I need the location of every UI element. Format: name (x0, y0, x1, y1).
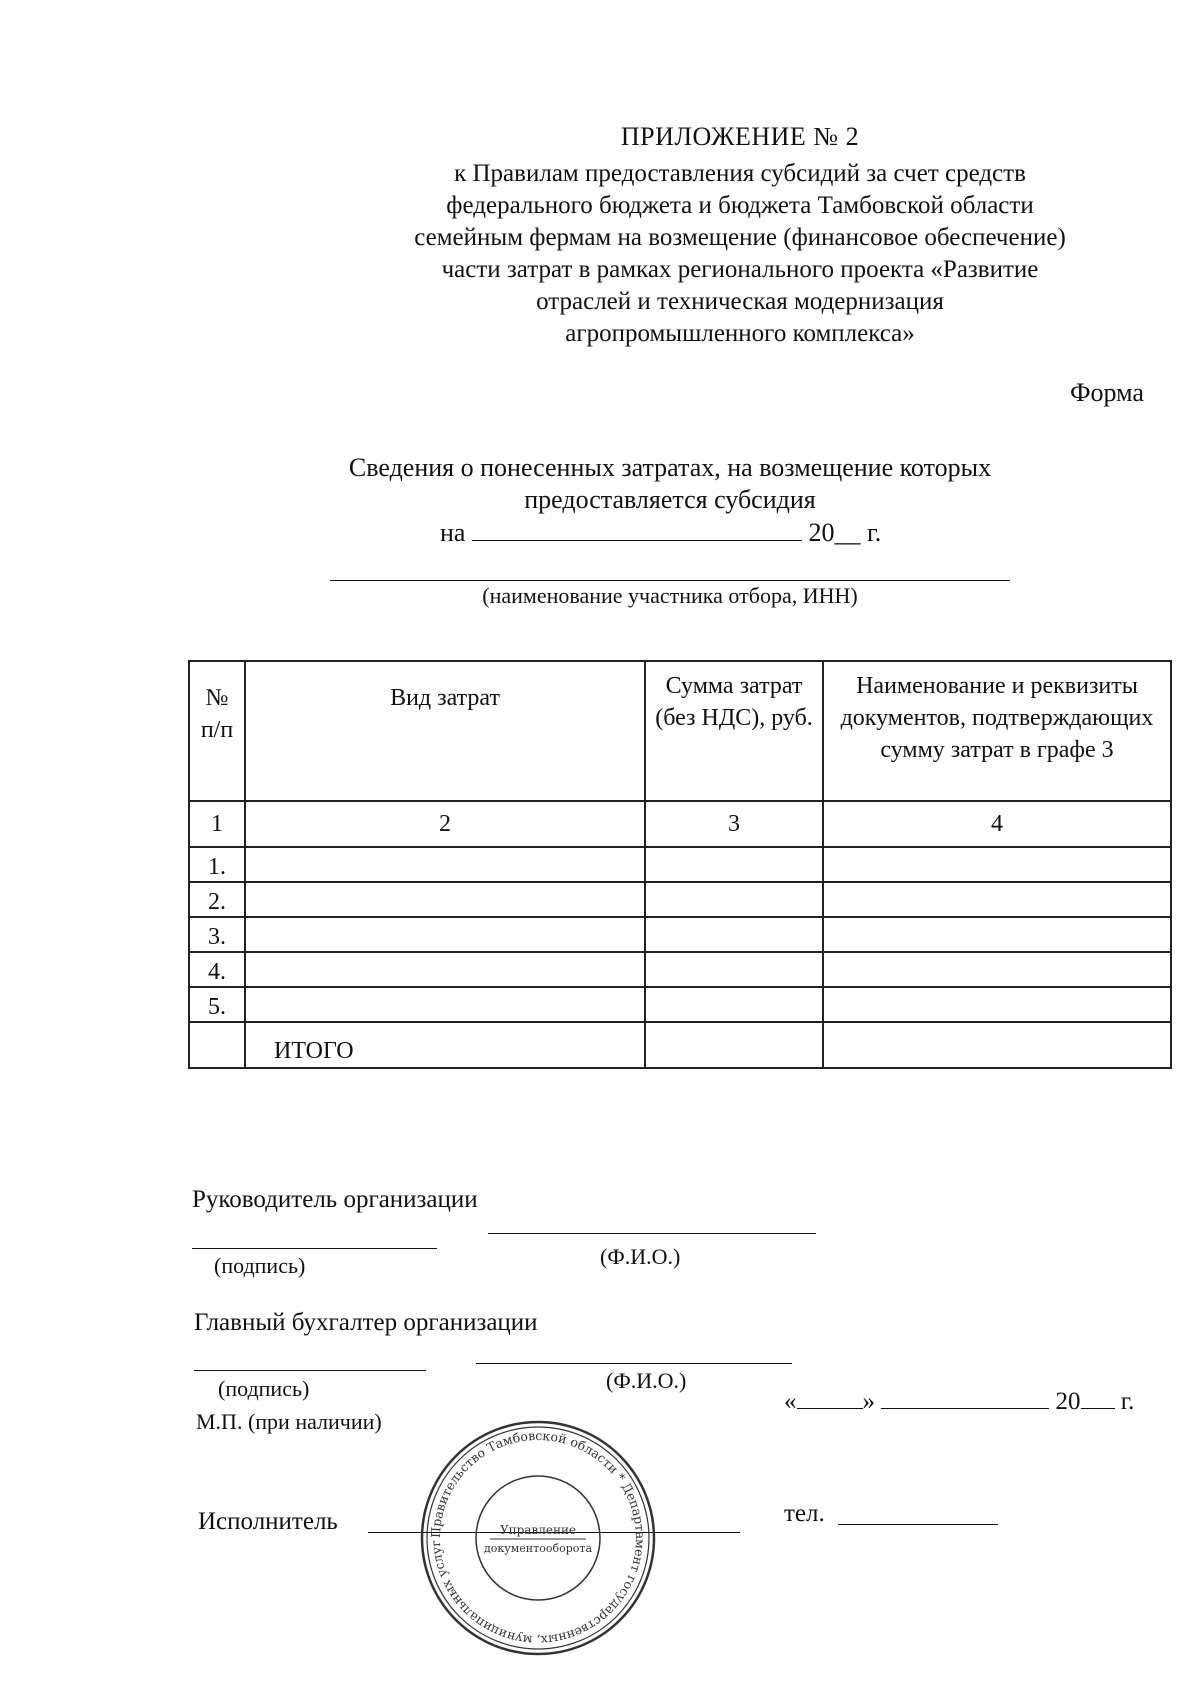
accountant-signature-line[interactable] (194, 1370, 426, 1371)
phone-label: тел. (784, 1500, 825, 1527)
header-cost-sum: Сумма затрат (без НДС), руб. (645, 661, 823, 801)
row-number: 5. (189, 987, 245, 1022)
header-documents: Наименование и реквизиты документов, подтверждающих сумму затрат в графе 3 (823, 661, 1171, 801)
appendix-line: федерального бюджета и бюджета Тамбовской области (446, 192, 1034, 219)
appendix-line: части затрат в рамках регионального проекта «Развитие (441, 256, 1039, 283)
date-suffix: г. (1120, 1388, 1135, 1415)
participant-caption: (наименование участника отбора, ИНН) (482, 583, 858, 608)
cost-sum-cell[interactable] (645, 847, 823, 882)
head-name-caption: (Ф.И.О.) (600, 1244, 681, 1269)
row-number: 1. (189, 847, 245, 882)
official-stamp (418, 1418, 658, 1658)
accountant-name-line[interactable] (476, 1363, 792, 1364)
total-sum-cell[interactable] (645, 1022, 823, 1068)
header-number: № п/п (189, 661, 245, 801)
participant-blank[interactable] (330, 580, 1010, 581)
costs-table (188, 660, 1172, 1069)
stamp-outer-path: Правительство Тамбовской области * Департамент государственных, муниципальных услуг (427, 1427, 649, 1649)
appendix-line: агропромышленного комплекса» (565, 320, 915, 347)
date-open-quote: « (784, 1388, 797, 1415)
appendix-title: ПРИЛОЖЕНИЕ № 2 (620, 122, 860, 151)
accountant-label: Главный бухгалтер организации (194, 1309, 538, 1336)
accountant-signature-caption: (подпись) (218, 1376, 310, 1401)
date-year: 20 (1055, 1388, 1081, 1415)
head-name-line[interactable] (488, 1233, 816, 1234)
table-row (189, 882, 1171, 917)
date-day-blank[interactable] (797, 1384, 863, 1409)
document-title-line: предоставляется субсидия (524, 485, 816, 514)
table-row (189, 952, 1171, 987)
phone-line[interactable] (838, 1524, 998, 1525)
cost-type-cell[interactable] (245, 882, 645, 917)
table-row (189, 847, 1171, 882)
stamp-center-line2: документооборота (483, 1542, 593, 1555)
document-title (300, 452, 1040, 516)
appendix-line: отраслей и техническая модернизация (536, 288, 944, 315)
documents-cell[interactable] (823, 917, 1171, 952)
date-prefix: на (440, 518, 466, 547)
signature-date (784, 1384, 1134, 1416)
cost-type-cell[interactable] (245, 917, 645, 952)
accountant-name-caption: (Ф.И.О.) (606, 1368, 687, 1393)
cost-type-cell[interactable] (245, 952, 645, 987)
date-close-quote: » (862, 1388, 875, 1415)
cost-sum-cell[interactable] (645, 882, 823, 917)
document-title-line: Сведения о понесенных затратах, на возмещение которых (348, 453, 992, 482)
total-row (189, 1022, 1171, 1068)
cost-sum-cell[interactable] (645, 917, 823, 952)
row-number: 3. (189, 917, 245, 952)
head-label: Руководитель организации (192, 1186, 478, 1213)
appendix-line: семейным фермам на возмещение (финансовое обеспечение) (414, 224, 1066, 251)
documents-cell[interactable] (823, 882, 1171, 917)
date-blank[interactable] (472, 516, 802, 541)
total-number-cell (189, 1022, 245, 1068)
form-label: Форма (1070, 378, 1144, 407)
seal-label: М.П. (при наличии) (196, 1409, 382, 1434)
appendix-subtitle (380, 158, 1100, 350)
documents-cell[interactable] (823, 847, 1171, 882)
column-number: 1 (189, 801, 245, 847)
documents-cell[interactable] (823, 987, 1171, 1022)
head-signature-caption: (подпись) (214, 1253, 306, 1278)
executor-label: Исполнитель (198, 1508, 338, 1535)
cost-type-cell[interactable] (245, 987, 645, 1022)
table-header-row (189, 661, 1171, 801)
date-year-blank[interactable] (1081, 1384, 1115, 1409)
cost-sum-cell[interactable] (645, 987, 823, 1022)
table-row (189, 917, 1171, 952)
stamp-graphic (418, 1418, 658, 1658)
cost-sum-cell[interactable] (645, 952, 823, 987)
total-documents-cell[interactable] (823, 1022, 1171, 1068)
row-number: 2. (189, 882, 245, 917)
column-number-row (189, 801, 1171, 847)
table-row (189, 987, 1171, 1022)
appendix-line: к Правилам предоставления субсидий за счет средств (454, 160, 1026, 187)
date-line (440, 516, 881, 548)
documents-cell[interactable] (823, 952, 1171, 987)
date-year: 20__ г. (808, 518, 882, 547)
stamp-center-line1: Управление (499, 1523, 577, 1537)
column-number: 4 (823, 801, 1171, 847)
total-label: ИТОГО (245, 1022, 645, 1068)
head-signature-line[interactable] (192, 1248, 437, 1249)
cost-type-cell[interactable] (245, 847, 645, 882)
header-cost-type: Вид затрат (245, 661, 645, 801)
row-number: 4. (189, 952, 245, 987)
column-number: 2 (245, 801, 645, 847)
date-month-blank[interactable] (881, 1384, 1049, 1409)
column-number: 3 (645, 801, 823, 847)
